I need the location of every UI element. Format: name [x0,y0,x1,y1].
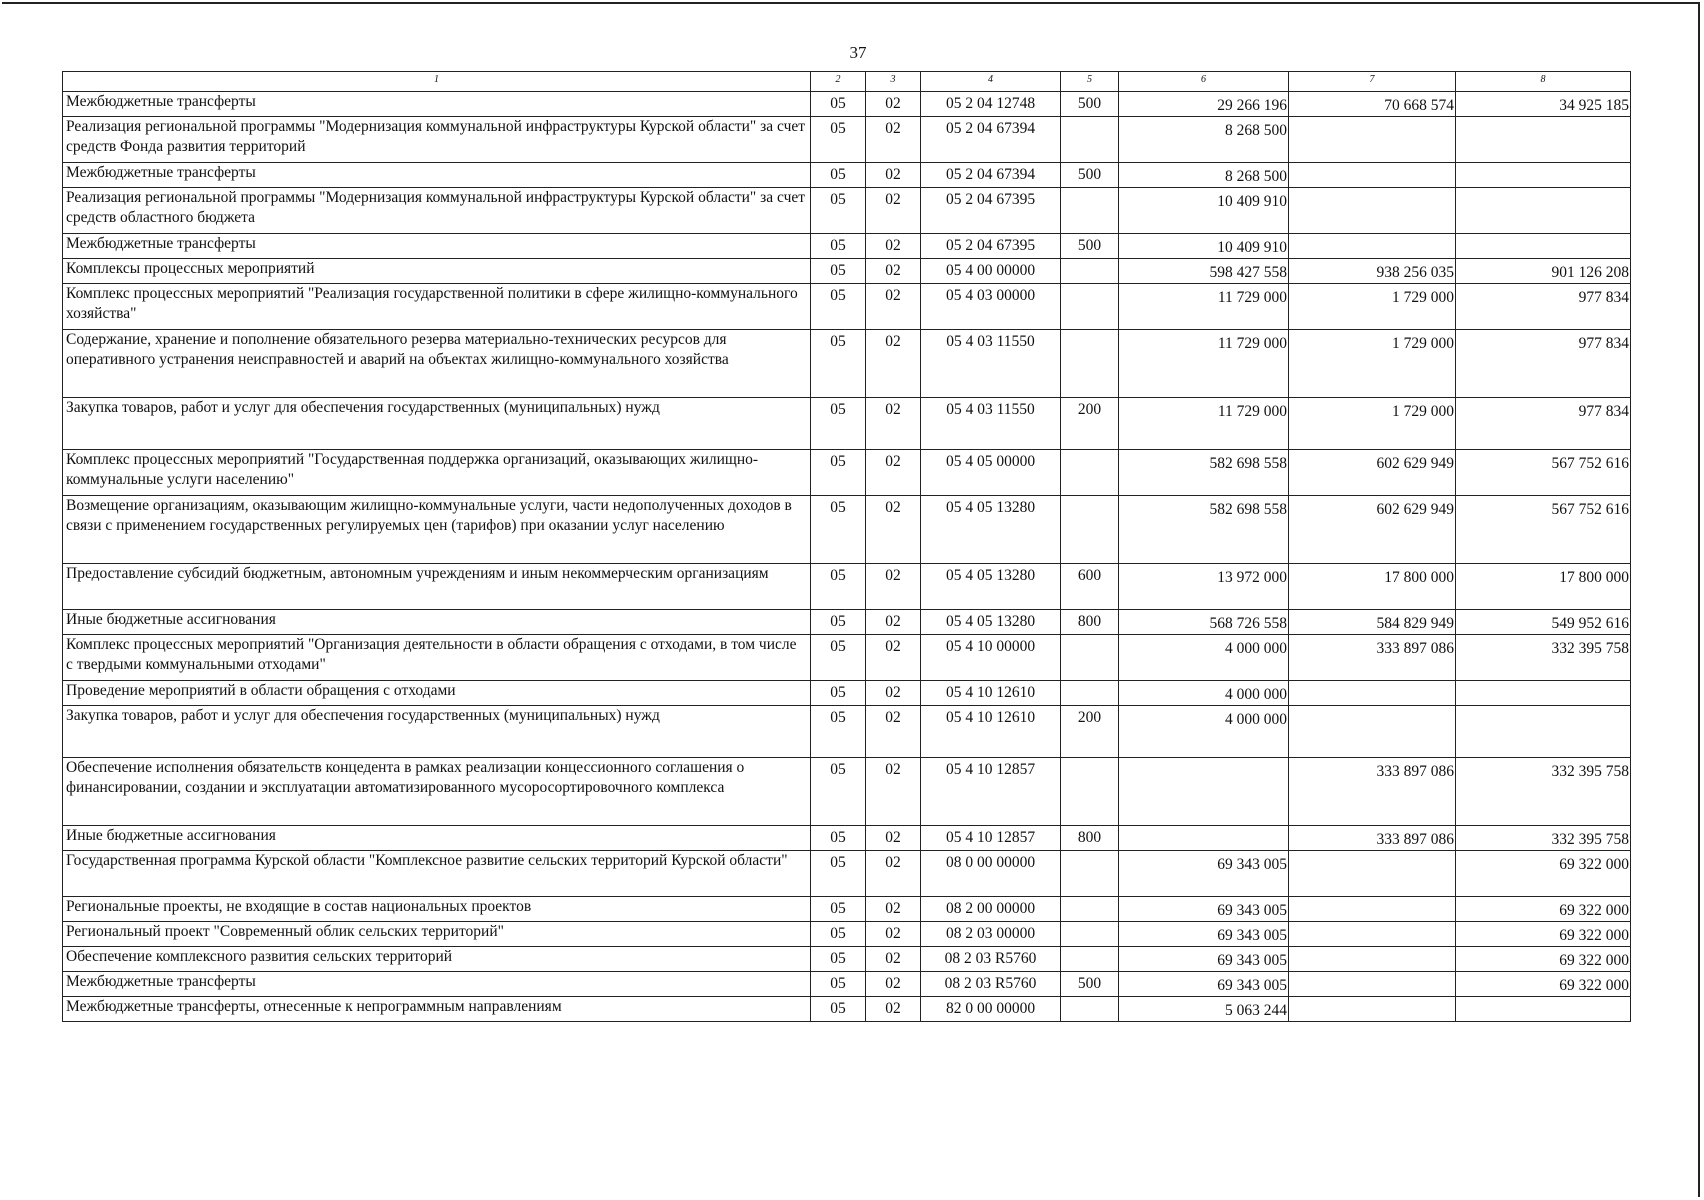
expense-type-code [1061,496,1119,564]
expense-type-code [1061,284,1119,330]
table-row [63,851,1631,897]
section-code: 05 [811,972,866,997]
row-name: Комплекс процессных мероприятий "Организация деятельности в области обращения с отходами, в том числе с твердыми коммунальными отходами" [63,635,811,681]
amount-col7 [1289,922,1456,947]
section-code: 05 [811,922,866,947]
subsection-code: 02 [866,284,921,330]
target-article-code: 05 4 10 00000 [921,635,1061,681]
target-article-code: 08 2 03 00000 [921,922,1061,947]
amount-col7: 1 729 000 [1289,398,1456,450]
row-name: Межбюджетные трансферты [63,163,811,188]
subsection-code: 02 [866,610,921,635]
amount-col6: 8 268 500 [1119,163,1289,188]
expense-type-code: 500 [1061,234,1119,259]
amount-col6: 8 268 500 [1119,117,1289,163]
amount-col8 [1456,681,1631,706]
amount-col6: 11 729 000 [1119,398,1289,450]
amount-col6: 69 343 005 [1119,972,1289,997]
row-name: Реализация региональной программы "Модернизация коммунальной инфраструктуры Курской области" за счет средств Фонда развития территорий [63,117,811,163]
target-article-code: 05 4 10 12857 [921,826,1061,851]
table-row [63,398,1631,450]
row-name: Межбюджетные трансферты [63,234,811,259]
table-row [63,188,1631,234]
table-row [63,922,1631,947]
row-name: Комплекс процессных мероприятий "Реализация государственной политики в сфере жилищно-коммунального хозяйства" [63,284,811,330]
row-name: Проведение мероприятий в области обращения с отходами [63,681,811,706]
table-row [63,826,1631,851]
row-name: Региональные проекты, не входящие в состав национальных проектов [63,897,811,922]
amount-col8 [1456,234,1631,259]
section-code: 05 [811,117,866,163]
amount-col6 [1119,758,1289,826]
amount-col6: 5 063 244 [1119,997,1289,1022]
row-name: Межбюджетные трансферты [63,972,811,997]
table-row [63,997,1631,1022]
amount-col7 [1289,681,1456,706]
amount-col8: 567 752 616 [1456,450,1631,496]
amount-col8: 69 322 000 [1456,851,1631,897]
column-header: 1 [63,72,811,92]
table-row [63,496,1631,564]
section-code: 05 [811,450,866,496]
section-code: 05 [811,610,866,635]
amount-col8: 332 395 758 [1456,826,1631,851]
subsection-code: 02 [866,398,921,450]
amount-col7: 938 256 035 [1289,259,1456,284]
page-number: 37 [849,43,867,62]
amount-col6: 29 266 196 [1119,92,1289,117]
amount-col7 [1289,972,1456,997]
amount-col7 [1289,706,1456,758]
table-row [63,947,1631,972]
target-article-code: 05 2 04 67394 [921,163,1061,188]
amount-col8: 69 322 000 [1456,897,1631,922]
amount-col6: 568 726 558 [1119,610,1289,635]
row-name: Межбюджетные трансферты [63,92,811,117]
amount-col7: 333 897 086 [1289,758,1456,826]
amount-col6: 10 409 910 [1119,234,1289,259]
target-article-code: 05 4 10 12857 [921,758,1061,826]
target-article-code: 05 2 04 67395 [921,234,1061,259]
row-name: Комплекс процессных мероприятий "Государственная поддержка организаций, оказывающих жилищно-коммунальные услуги населению" [63,450,811,496]
subsection-code: 02 [866,681,921,706]
amount-col7: 1 729 000 [1289,330,1456,398]
table-row [63,897,1631,922]
column-header: 7 [1289,72,1456,92]
target-article-code: 08 2 00 00000 [921,897,1061,922]
target-article-code: 05 4 03 00000 [921,284,1061,330]
expense-type-code: 200 [1061,398,1119,450]
subsection-code: 02 [866,758,921,826]
amount-col7: 602 629 949 [1289,496,1456,564]
column-header: 4 [921,72,1061,92]
subsection-code: 02 [866,259,921,284]
row-name: Иные бюджетные ассигнования [63,610,811,635]
amount-col7: 70 668 574 [1289,92,1456,117]
expense-type-code: 800 [1061,826,1119,851]
amount-col8: 549 952 616 [1456,610,1631,635]
amount-col6: 69 343 005 [1119,947,1289,972]
expense-type-code: 500 [1061,972,1119,997]
section-code: 05 [811,826,866,851]
subsection-code: 02 [866,496,921,564]
subsection-code: 02 [866,851,921,897]
target-article-code: 08 0 00 00000 [921,851,1061,897]
amount-col7: 1 729 000 [1289,284,1456,330]
column-header: 8 [1456,72,1631,92]
table-row [63,163,1631,188]
amount-col8: 34 925 185 [1456,92,1631,117]
amount-col6: 4 000 000 [1119,706,1289,758]
subsection-code: 02 [866,450,921,496]
amount-col6: 13 972 000 [1119,564,1289,610]
amount-col7: 17 800 000 [1289,564,1456,610]
target-article-code: 08 2 03 R5760 [921,947,1061,972]
amount-col8: 901 126 208 [1456,259,1631,284]
subsection-code: 02 [866,826,921,851]
table-row [63,564,1631,610]
amount-col6: 69 343 005 [1119,897,1289,922]
target-article-code: 05 2 04 12748 [921,92,1061,117]
row-name: Обеспечение комплексного развития сельских территорий [63,947,811,972]
section-code: 05 [811,997,866,1022]
section-code: 05 [811,92,866,117]
target-article-code: 05 4 10 12610 [921,706,1061,758]
amount-col8: 69 322 000 [1456,947,1631,972]
table-row [63,330,1631,398]
amount-col7 [1289,997,1456,1022]
amount-col6: 4 000 000 [1119,635,1289,681]
expense-type-code: 800 [1061,610,1119,635]
subsection-code: 02 [866,922,921,947]
amount-col7 [1289,897,1456,922]
amount-col6: 69 343 005 [1119,922,1289,947]
section-code: 05 [811,163,866,188]
budget-table [62,71,1631,1022]
amount-col6: 10 409 910 [1119,188,1289,234]
amount-col7 [1289,234,1456,259]
section-code: 05 [811,496,866,564]
amount-col7 [1289,188,1456,234]
expense-type-code [1061,450,1119,496]
table-row [63,92,1631,117]
amount-col8 [1456,117,1631,163]
expense-type-code [1061,997,1119,1022]
amount-col8: 69 322 000 [1456,922,1631,947]
column-header: 5 [1061,72,1119,92]
amount-col6: 598 427 558 [1119,259,1289,284]
section-code: 05 [811,330,866,398]
subsection-code: 02 [866,947,921,972]
row-name: Государственная программа Курской области "Комплексное развитие сельских территорий Курской области" [63,851,811,897]
amount-col7: 333 897 086 [1289,635,1456,681]
amount-col8: 17 800 000 [1456,564,1631,610]
expense-type-code [1061,117,1119,163]
section-code: 05 [811,947,866,972]
target-article-code: 05 4 05 13280 [921,610,1061,635]
table-row [63,758,1631,826]
table-row [63,706,1631,758]
expense-type-code [1061,922,1119,947]
target-article-code: 08 2 03 R5760 [921,972,1061,997]
amount-col7: 333 897 086 [1289,826,1456,851]
subsection-code: 02 [866,163,921,188]
amount-col6: 11 729 000 [1119,330,1289,398]
amount-col8: 977 834 [1456,284,1631,330]
row-name: Обеспечение исполнения обязательств концедента в рамках реализации концессионного соглашения о финансировании, создании и эксплуатации автоматизированного мусоросортировочного комплекса [63,758,811,826]
section-code: 05 [811,259,866,284]
amount-col6: 582 698 558 [1119,496,1289,564]
expense-type-code [1061,330,1119,398]
target-article-code: 82 0 00 00000 [921,997,1061,1022]
table-row [63,259,1631,284]
amount-col7 [1289,117,1456,163]
subsection-code: 02 [866,92,921,117]
amount-col6 [1119,826,1289,851]
amount-col8: 977 834 [1456,398,1631,450]
column-header: 6 [1119,72,1289,92]
subsection-code: 02 [866,706,921,758]
amount-col8: 567 752 616 [1456,496,1631,564]
section-code: 05 [811,234,866,259]
column-header: 3 [866,72,921,92]
section-code: 05 [811,706,866,758]
expense-type-code [1061,635,1119,681]
target-article-code: 05 4 00 00000 [921,259,1061,284]
table-row [63,610,1631,635]
expense-type-code: 500 [1061,163,1119,188]
target-article-code: 05 2 04 67394 [921,117,1061,163]
row-name: Возмещение организациям, оказывающим жилищно-коммунальные услуги, части недополученных доходов в связи с применением государственных регулируемых цен (тарифов) при оказании услуг населению [63,496,811,564]
table-row [63,117,1631,163]
amount-col8 [1456,997,1631,1022]
target-article-code: 05 4 05 00000 [921,450,1061,496]
column-header: 2 [811,72,866,92]
expense-type-code [1061,681,1119,706]
target-article-code: 05 4 03 11550 [921,330,1061,398]
row-name: Содержание, хранение и пополнение обязательного резерва материально-технических ресурсов для оперативного устранения неисправностей и аварий на объектах жилищно-коммунального хозяйства [63,330,811,398]
section-code: 05 [811,681,866,706]
expense-type-code [1061,259,1119,284]
table-row [63,450,1631,496]
target-article-code: 05 4 05 13280 [921,496,1061,564]
section-code: 05 [811,564,866,610]
amount-col6: 4 000 000 [1119,681,1289,706]
target-article-code: 05 4 10 12610 [921,681,1061,706]
amount-col8 [1456,163,1631,188]
subsection-code: 02 [866,117,921,163]
row-name: Реализация региональной программы "Модернизация коммунальной инфраструктуры Курской области" за счет средств областного бюджета [63,188,811,234]
subsection-code: 02 [866,897,921,922]
subsection-code: 02 [866,188,921,234]
amount-col7 [1289,947,1456,972]
amount-col8: 332 395 758 [1456,758,1631,826]
expense-type-code: 600 [1061,564,1119,610]
amount-col7 [1289,163,1456,188]
expense-type-code: 500 [1061,92,1119,117]
amount-col8 [1456,706,1631,758]
subsection-code: 02 [866,972,921,997]
table-row [63,972,1631,997]
amount-col8: 69 322 000 [1456,972,1631,997]
section-code: 05 [811,897,866,922]
row-name: Межбюджетные трансферты, отнесенные к непрограммным направлениям [63,997,811,1022]
column-number-header [63,72,1631,92]
amount-col7: 584 829 949 [1289,610,1456,635]
table-row [63,635,1631,681]
expense-type-code: 200 [1061,706,1119,758]
target-article-code: 05 2 04 67395 [921,188,1061,234]
amount-col8: 332 395 758 [1456,635,1631,681]
subsection-code: 02 [866,330,921,398]
row-name: Предоставление субсидий бюджетным, автономным учреждениям и иным некоммерческим организациям [63,564,811,610]
row-name: Закупка товаров, работ и услуг для обеспечения государственных (муниципальных) нужд [63,398,811,450]
expense-type-code [1061,758,1119,826]
section-code: 05 [811,188,866,234]
amount-col7 [1289,851,1456,897]
row-name: Иные бюджетные ассигнования [63,826,811,851]
target-article-code: 05 4 05 13280 [921,564,1061,610]
row-name: Закупка товаров, работ и услуг для обеспечения государственных (муниципальных) нужд [63,706,811,758]
amount-col6: 11 729 000 [1119,284,1289,330]
section-code: 05 [811,398,866,450]
amount-col8 [1456,188,1631,234]
table-row [63,234,1631,259]
row-name: Региональный проект "Современный облик сельских территорий" [63,922,811,947]
table-row [63,681,1631,706]
amount-col6: 582 698 558 [1119,450,1289,496]
section-code: 05 [811,758,866,826]
expense-type-code [1061,947,1119,972]
section-code: 05 [811,635,866,681]
section-code: 05 [811,851,866,897]
section-code: 05 [811,284,866,330]
amount-col6: 69 343 005 [1119,851,1289,897]
table-row [63,284,1631,330]
amount-col8: 977 834 [1456,330,1631,398]
subsection-code: 02 [866,635,921,681]
subsection-code: 02 [866,564,921,610]
row-name: Комплексы процессных мероприятий [63,259,811,284]
expense-type-code [1061,851,1119,897]
amount-col7: 602 629 949 [1289,450,1456,496]
target-article-code: 05 4 03 11550 [921,398,1061,450]
expense-type-code [1061,188,1119,234]
expense-type-code [1061,897,1119,922]
subsection-code: 02 [866,234,921,259]
subsection-code: 02 [866,997,921,1022]
